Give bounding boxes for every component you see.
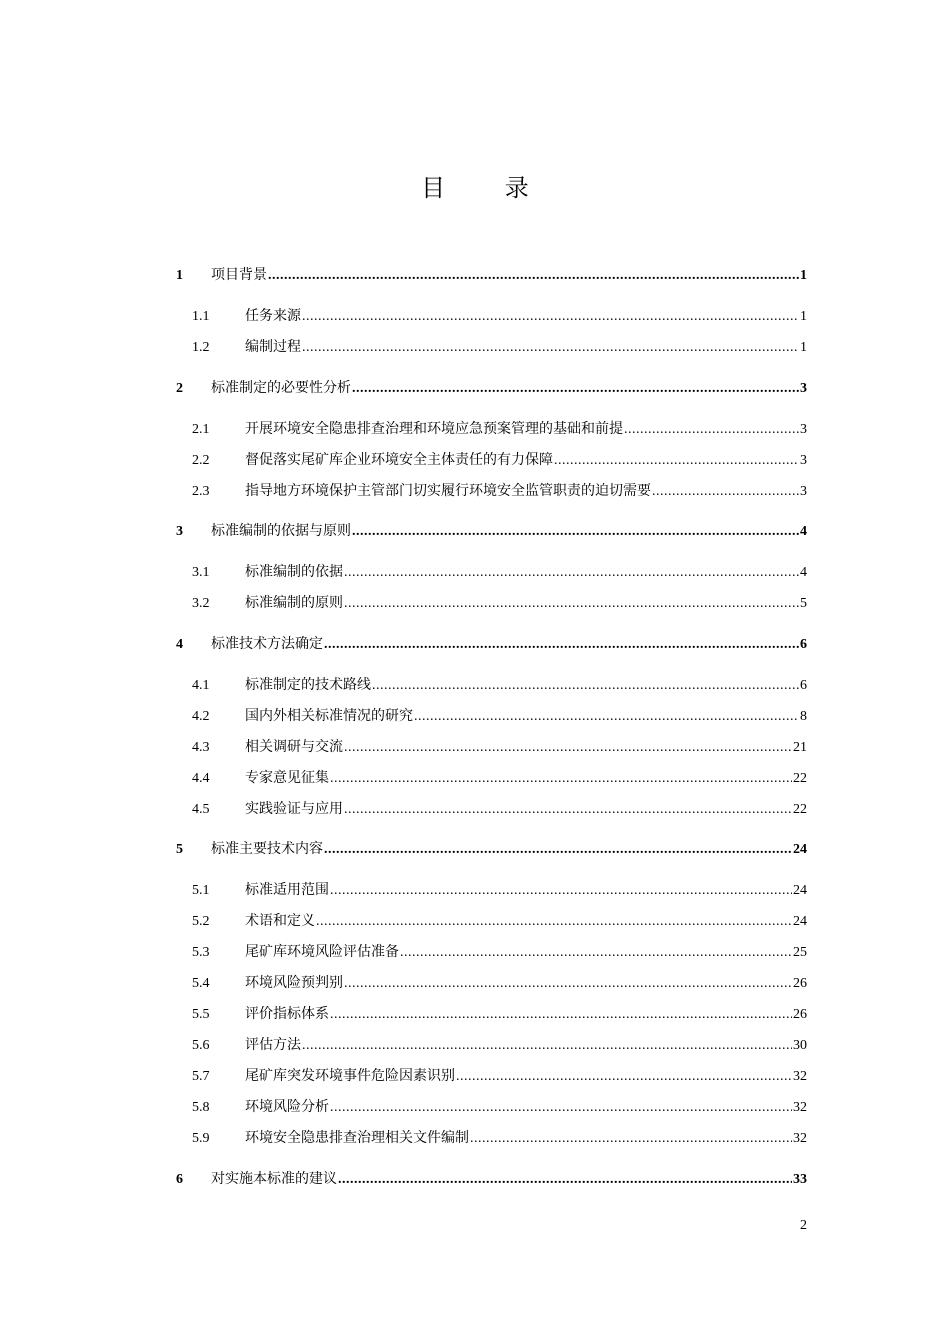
toc-chapter-entry[interactable] <box>176 377 807 399</box>
toc-section-entry[interactable] <box>192 910 807 932</box>
toc-dot-leader <box>302 306 799 328</box>
toc-chapter-entry[interactable] <box>176 264 807 286</box>
toc-entry-title: 编制过程 <box>245 339 301 355</box>
toc-dot-leader <box>344 562 799 584</box>
toc-entry-title: 标准制定的技术路线 <box>245 677 371 693</box>
toc-entry-number: 5 <box>176 842 183 857</box>
toc-chapter-entry[interactable] <box>176 633 807 655</box>
toc-entry-title: 标准适用范围 <box>245 882 329 898</box>
toc-entry-page: 22 <box>793 771 807 786</box>
toc-dot-leader <box>330 768 792 790</box>
toc-section-entry[interactable] <box>192 305 807 327</box>
toc-section-entry[interactable] <box>192 449 807 471</box>
toc-dot-leader <box>330 1097 792 1119</box>
toc-section-entry[interactable] <box>192 561 807 583</box>
toc-entry-number: 5.1 <box>192 883 210 898</box>
toc-entry-page: 32 <box>793 1100 807 1115</box>
toc-entry-number: 5.9 <box>192 1131 210 1146</box>
toc-dot-leader <box>302 337 799 359</box>
toc-entry-page: 3 <box>800 453 807 468</box>
toc-entry-number: 4.4 <box>192 771 210 786</box>
toc-entry-number: 2 <box>176 381 183 396</box>
toc-entry-number: 5.8 <box>192 1100 210 1115</box>
toc-entry-page: 5 <box>800 596 807 611</box>
toc-dot-leader <box>352 378 799 400</box>
toc-section-entry[interactable] <box>192 336 807 358</box>
toc-entry-page: 6 <box>800 678 807 693</box>
toc-entry-title: 标准技术方法确定 <box>211 636 323 652</box>
toc-entry-page: 22 <box>793 802 807 817</box>
toc-entry-number: 4.1 <box>192 678 210 693</box>
toc-entry-page: 8 <box>800 709 807 724</box>
toc-entry-number: 5.4 <box>192 976 210 991</box>
toc-entry-title: 项目背景 <box>211 267 267 283</box>
toc-entry-number: 4 <box>176 637 183 652</box>
toc-dot-leader <box>344 799 792 821</box>
toc-entry-page: 21 <box>793 740 807 755</box>
toc-dot-leader <box>372 675 799 697</box>
toc-chapter-entry[interactable] <box>176 520 807 542</box>
toc-entry-number: 5.7 <box>192 1069 210 1084</box>
toc-entry-page: 30 <box>793 1038 807 1053</box>
toc-entry-page: 26 <box>793 1007 807 1022</box>
toc-entry-number: 4.3 <box>192 740 210 755</box>
toc-entry-number: 2.1 <box>192 422 210 437</box>
toc-entry-number: 4.2 <box>192 709 210 724</box>
toc-section-entry[interactable] <box>192 705 807 727</box>
toc-entry-title: 标准制定的必要性分析 <box>211 380 351 396</box>
toc-dot-leader <box>344 593 799 615</box>
toc-entry-title: 术语和定义 <box>245 913 315 929</box>
toc-entry-title: 标准编制的依据与原则 <box>211 523 351 539</box>
toc-entry-title: 任务来源 <box>245 308 301 324</box>
toc-entry-number: 5.3 <box>192 945 210 960</box>
toc-section-entry[interactable] <box>192 941 807 963</box>
toc-entry-page: 6 <box>800 637 807 652</box>
toc-entry-page: 4 <box>800 524 807 539</box>
toc-section-entry[interactable] <box>192 736 807 758</box>
toc-entry-page: 3 <box>800 422 807 437</box>
toc-dot-leader <box>330 880 792 902</box>
toc-dot-leader <box>652 481 799 503</box>
toc-entry-page: 24 <box>793 883 807 898</box>
toc-dot-leader <box>456 1066 792 1088</box>
toc-entry-title: 评价指标体系 <box>245 1006 329 1022</box>
toc-entry-number: 2.3 <box>192 484 210 499</box>
toc-entry-number: 2.2 <box>192 453 210 468</box>
toc-dot-leader <box>554 450 799 472</box>
toc-entry-title: 实践验证与应用 <box>245 801 343 817</box>
toc-section-entry[interactable] <box>192 1127 807 1149</box>
toc-entry-title: 相关调研与交流 <box>245 739 343 755</box>
toc-section-entry[interactable] <box>192 418 807 440</box>
toc-entry-number: 3 <box>176 524 183 539</box>
toc-entry-title: 环境风险预判别 <box>245 975 343 991</box>
toc-section-entry[interactable] <box>192 1034 807 1056</box>
toc-section-entry[interactable] <box>192 480 807 502</box>
toc-section-entry[interactable] <box>192 674 807 696</box>
toc-entry-title: 对实施本标准的建议 <box>211 1171 337 1187</box>
toc-entry-page: 24 <box>793 842 807 857</box>
toc-dot-leader <box>352 521 799 543</box>
toc-section-entry[interactable] <box>192 1003 807 1025</box>
toc-dot-leader <box>400 942 792 964</box>
toc-dot-leader <box>624 419 799 441</box>
toc-entry-title: 尾矿库环境风险评估准备 <box>245 944 399 960</box>
toc-dot-leader <box>330 1004 792 1026</box>
toc-entry-title: 标准编制的原则 <box>245 595 343 611</box>
toc-entry-page: 1 <box>800 268 807 283</box>
toc-dot-leader <box>324 839 792 861</box>
toc-section-entry[interactable] <box>192 798 807 820</box>
toc-dot-leader <box>324 634 799 656</box>
toc-entry-page: 33 <box>793 1172 807 1187</box>
toc-entry-page: 26 <box>793 976 807 991</box>
toc-section-entry[interactable] <box>192 767 807 789</box>
toc-entry-title: 尾矿库突发环境事件危险因素识别 <box>245 1068 455 1084</box>
toc-entry-page: 25 <box>793 945 807 960</box>
toc-entry-title: 开展环境安全隐患排查治理和环境应急预案管理的基础和前提 <box>245 421 623 437</box>
page-title: 目 录 <box>421 174 555 202</box>
toc-dot-leader <box>316 911 792 933</box>
toc-entry-title: 督促落实尾矿库企业环境安全主体责任的有力保障 <box>245 452 553 468</box>
toc-entry-page: 4 <box>800 565 807 580</box>
toc-dot-leader <box>344 737 792 759</box>
toc-entry-number: 1.1 <box>192 309 210 324</box>
toc-entry-number: 3.2 <box>192 596 210 611</box>
toc-entry-title: 标准主要技术内容 <box>211 841 323 857</box>
toc-entry-page: 3 <box>800 484 807 499</box>
toc-entry-number: 5.5 <box>192 1007 210 1022</box>
toc-entry-number: 1.2 <box>192 340 210 355</box>
toc-entry-title: 标准编制的依据 <box>245 564 343 580</box>
toc-entry-number: 1 <box>176 268 183 283</box>
toc-dot-leader <box>344 973 792 995</box>
page-number: 2 <box>800 1218 807 1233</box>
toc-dot-leader <box>338 1169 792 1191</box>
toc-section-entry[interactable] <box>192 879 807 901</box>
toc-entry-page: 24 <box>793 914 807 929</box>
toc-chapter-entry[interactable] <box>176 1168 807 1190</box>
toc-entry-title: 指导地方环境保护主管部门切实履行环境安全监管职责的迫切需要 <box>245 483 651 499</box>
toc-entry-title: 环境安全隐患排查治理相关文件编制 <box>245 1130 469 1146</box>
toc-entry-title: 国内外相关标准情况的研究 <box>245 708 413 724</box>
toc-entry-page: 32 <box>793 1131 807 1146</box>
toc-dot-leader <box>268 265 799 287</box>
toc-entry-number: 3.1 <box>192 565 210 580</box>
toc-entry-number: 5.6 <box>192 1038 210 1053</box>
toc-dot-leader <box>414 706 799 728</box>
toc-section-entry[interactable] <box>192 972 807 994</box>
toc-entry-page: 1 <box>800 340 807 355</box>
toc-entry-page: 1 <box>800 309 807 324</box>
toc-section-entry[interactable] <box>192 1096 807 1118</box>
toc-entry-page: 32 <box>793 1069 807 1084</box>
toc-entry-number: 4.5 <box>192 802 210 817</box>
toc-chapter-entry[interactable] <box>176 838 807 860</box>
toc-entry-title: 环境风险分析 <box>245 1099 329 1115</box>
toc-entry-title: 专家意见征集 <box>245 770 329 786</box>
toc-entry-title: 评估方法 <box>245 1037 301 1053</box>
toc-dot-leader <box>302 1035 792 1057</box>
toc-dot-leader <box>470 1128 792 1150</box>
toc-section-entry[interactable] <box>192 1065 807 1087</box>
toc-entry-page: 3 <box>800 381 807 396</box>
toc-entry-number: 6 <box>176 1172 183 1187</box>
toc-entry-number: 5.2 <box>192 914 210 929</box>
toc-section-entry[interactable] <box>192 592 807 614</box>
